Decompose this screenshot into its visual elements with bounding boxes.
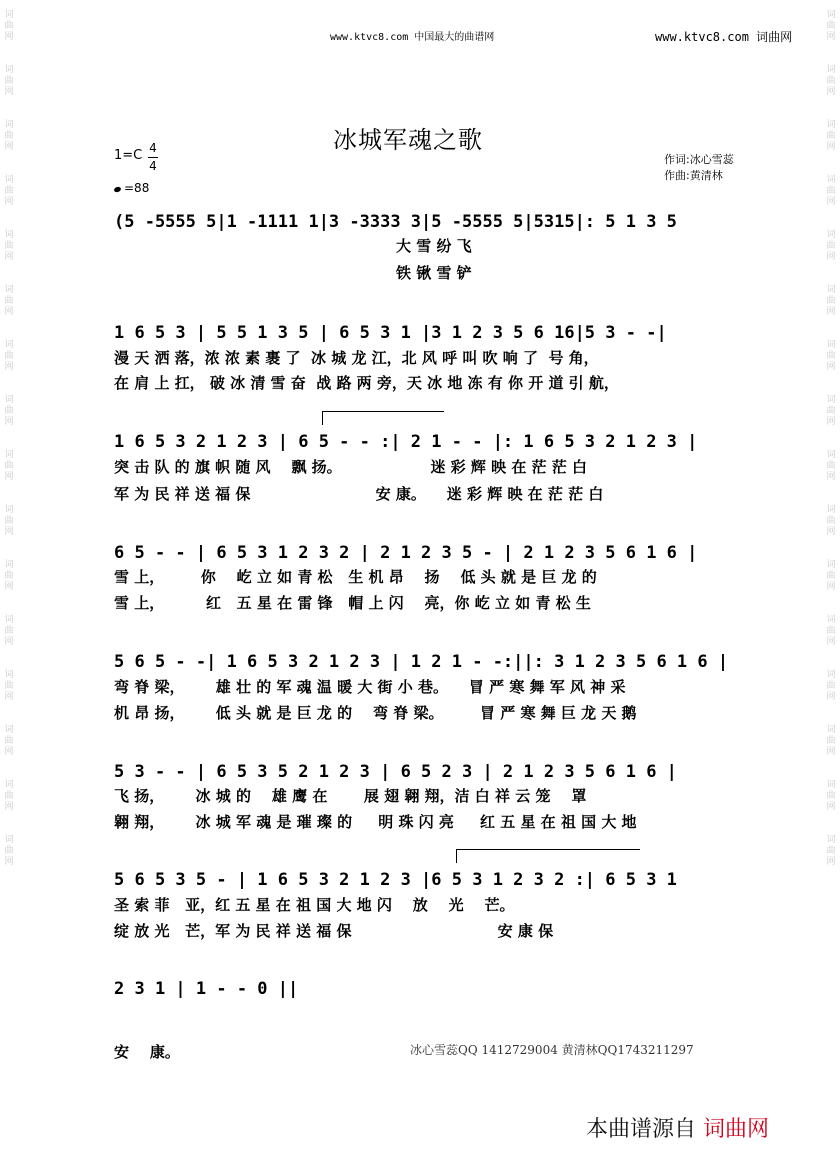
watermark-text: 词 曲 网 (4, 505, 14, 537)
watermark-text: 词 曲 网 (4, 725, 14, 757)
lyricist: 作词:冰心雪蕊 (664, 153, 734, 166)
watermark-text: 词 曲 网 (826, 725, 836, 757)
watermark-text: 词 曲 网 (826, 10, 836, 42)
time-signature (148, 141, 158, 174)
watermark-text: 词 曲 网 (4, 450, 14, 482)
watermark-text: 词 曲 网 (826, 450, 836, 482)
watermark-text: 词 曲 网 (826, 395, 836, 427)
time-bottom: 4 (149, 159, 157, 173)
notation-line: 5 6 5 3 5 - | 1 6 5 3 2 1 2 3 |6 5 3 1 2 3 2 :| 6 5 3 1 (114, 870, 677, 890)
left-watermark-column (2, 10, 16, 890)
source-site-link[interactable]: 词曲网 (703, 1117, 770, 1142)
lyric-verse1: 大 雪 纷 飞 (114, 237, 472, 255)
lyric-verse2: 铁 锹 雪 铲 (114, 264, 472, 282)
volta-bracket-edge (322, 411, 323, 425)
song-title: 冰城军魂之歌 (333, 126, 483, 154)
watermark-text: 词 曲 网 (4, 615, 14, 647)
notation-line: 1 6 5 3 2 1 2 3 | 6 5 - - :| 2 1 - - |: 1 6 5 3 2 1 2 3 | (114, 432, 698, 452)
watermark-text: 词 曲 网 (4, 340, 14, 372)
notation-line: 6 5 - - | 6 5 3 1 2 3 2 | 2 1 2 3 5 - | 2 1 2 3 5 6 1 6 | (114, 543, 698, 563)
watermark-text: 词 曲 网 (4, 120, 14, 152)
lyric-verse1: 圣 索 菲 亚，红 五 星 在 祖 国 大 地 闪 放 光 芒。 (114, 896, 515, 914)
volta-bracket (322, 411, 444, 412)
source-prefix: 本曲谱源自 (586, 1117, 697, 1142)
lyric-verse2: 军 为 民 祥 送 福 保 安 康。 迷 彩 辉 映 在 茫 茫 白 (114, 485, 604, 503)
watermark-text: 词 曲 网 (826, 175, 836, 207)
notation-line: 5 3 - - | 6 5 3 5 2 1 2 3 | 6 5 2 3 | 2 1 2 3 5 6 1 6 | (114, 762, 677, 782)
key-signature: 1=C (114, 148, 143, 163)
time-top: 4 (149, 141, 157, 155)
watermark-text: 词 曲 网 (826, 835, 836, 867)
tempo-value: =88 (124, 181, 150, 195)
watermark-text: 词 曲 网 (826, 65, 836, 97)
volta-bracket (456, 849, 640, 850)
header-site-center: www.ktvc8.com 中国最大的曲谱网 (330, 32, 495, 43)
watermark-text: 词 曲 网 (826, 285, 836, 317)
watermark-text: 词 曲 网 (826, 120, 836, 152)
credits (664, 152, 734, 184)
source-credit (586, 1112, 769, 1143)
watermark-text: 词 曲 网 (826, 780, 836, 812)
right-watermark-column (824, 10, 838, 890)
watermark-text: 词 曲 网 (826, 560, 836, 592)
notation-line: (5 -5555 5|1 -1111 1|3 -3333 3|5 -5555 5|5315|: 5 1 3 5 (114, 212, 677, 232)
composer: 作曲:黄清林 (664, 169, 723, 182)
contact-qq: 冰心雪蕊QQ 1412729004 黄清林QQ1743211297 (410, 1043, 694, 1057)
lyric-verse1: 弯 脊 梁， 雄 壮 的 军 魂 温 暖 大 街 小 巷。 冒 严 寒 舞 军 风 神 采 (114, 678, 626, 696)
watermark-text: 词 曲 网 (4, 835, 14, 867)
lyric-verse2: 在 肩 上 扛， 破 冰 清 雪 奋 战 路 两 旁，天 冰 地 冻 有 你 开 道 引 航， (114, 374, 619, 392)
lyric-verse2: 翱 翔， 冰 城 军 魂 是 璀 璨 的 明 珠 闪 亮 红 五 星 在 祖 国 大 地 (114, 813, 637, 831)
time-divider (148, 157, 158, 158)
notation-line: 1 6 5 3 | 5 5 1 3 5 | 6 5 3 1 |3 1 2 3 5 6 16|5 3 - -| (114, 323, 667, 343)
lyric-verse1: 飞 扬， 冰 城 的 雄 鹰 在 展 翅 翱 翔，洁 白 祥 云 笼 罩 (114, 787, 587, 805)
lyric-verse1: 突 击 队 的 旗 帜 随 风 飘 扬。 迷 彩 辉 映 在 茫 茫 白 (114, 458, 588, 476)
watermark-text: 词 曲 网 (4, 285, 14, 317)
watermark-text: 词 曲 网 (826, 340, 836, 372)
watermark-text: 词 曲 网 (4, 230, 14, 262)
watermark-text: 词 曲 网 (4, 560, 14, 592)
lyric-verse2: 机 昂 扬， 低 头 就 是 巨 龙 的 弯 脊 梁。 冒 严 寒 舞 巨 龙 天 鹅 (114, 704, 637, 722)
watermark-text: 词 曲 网 (4, 10, 14, 42)
volta-bracket-edge (456, 849, 457, 863)
watermark-text: 词 曲 网 (4, 780, 14, 812)
header-site-right: www.ktvc8.com 词曲网 (655, 30, 793, 44)
quarter-note-icon (113, 186, 121, 193)
lyric-verse2: 绽 放 光 芒，军 为 民 祥 送 福 保 安 康 保 (114, 922, 554, 940)
notation-line: 5 6 5 - -| 1 6 5 3 2 1 2 3 | 1 2 1 - -:||: 3 1 2 3 5 6 1 6 | (114, 652, 729, 672)
lyric-verse1: 漫 天 洒 落，浓 浓 素 裹 了 冰 城 龙 江，北 风 呼 叫 吹 响 了 号 角， (114, 349, 599, 367)
tempo-marking (114, 181, 149, 195)
watermark-text: 词 曲 网 (4, 65, 14, 97)
watermark-text: 词 曲 网 (4, 670, 14, 702)
lyric-verse1: 安 康。 (114, 1043, 180, 1061)
watermark-text: 词 曲 网 (826, 615, 836, 647)
watermark-text: 词 曲 网 (4, 395, 14, 427)
lyric-verse2: 雪 上， 红 五 星 在 雷 锋 帽 上 闪 亮，你 屹 立 如 青 松 生 (114, 594, 591, 612)
watermark-text: 词 曲 网 (826, 670, 836, 702)
watermark-text: 词 曲 网 (826, 230, 836, 262)
notation-line: 2 3 1 | 1 - - 0 || (114, 979, 299, 999)
lyric-verse1: 雪 上， 你 屹 立 如 青 松 生 机 昂 扬 低 头 就 是 巨 龙 的 (114, 568, 597, 586)
watermark-text: 词 曲 网 (4, 175, 14, 207)
watermark-text: 词 曲 网 (826, 505, 836, 537)
